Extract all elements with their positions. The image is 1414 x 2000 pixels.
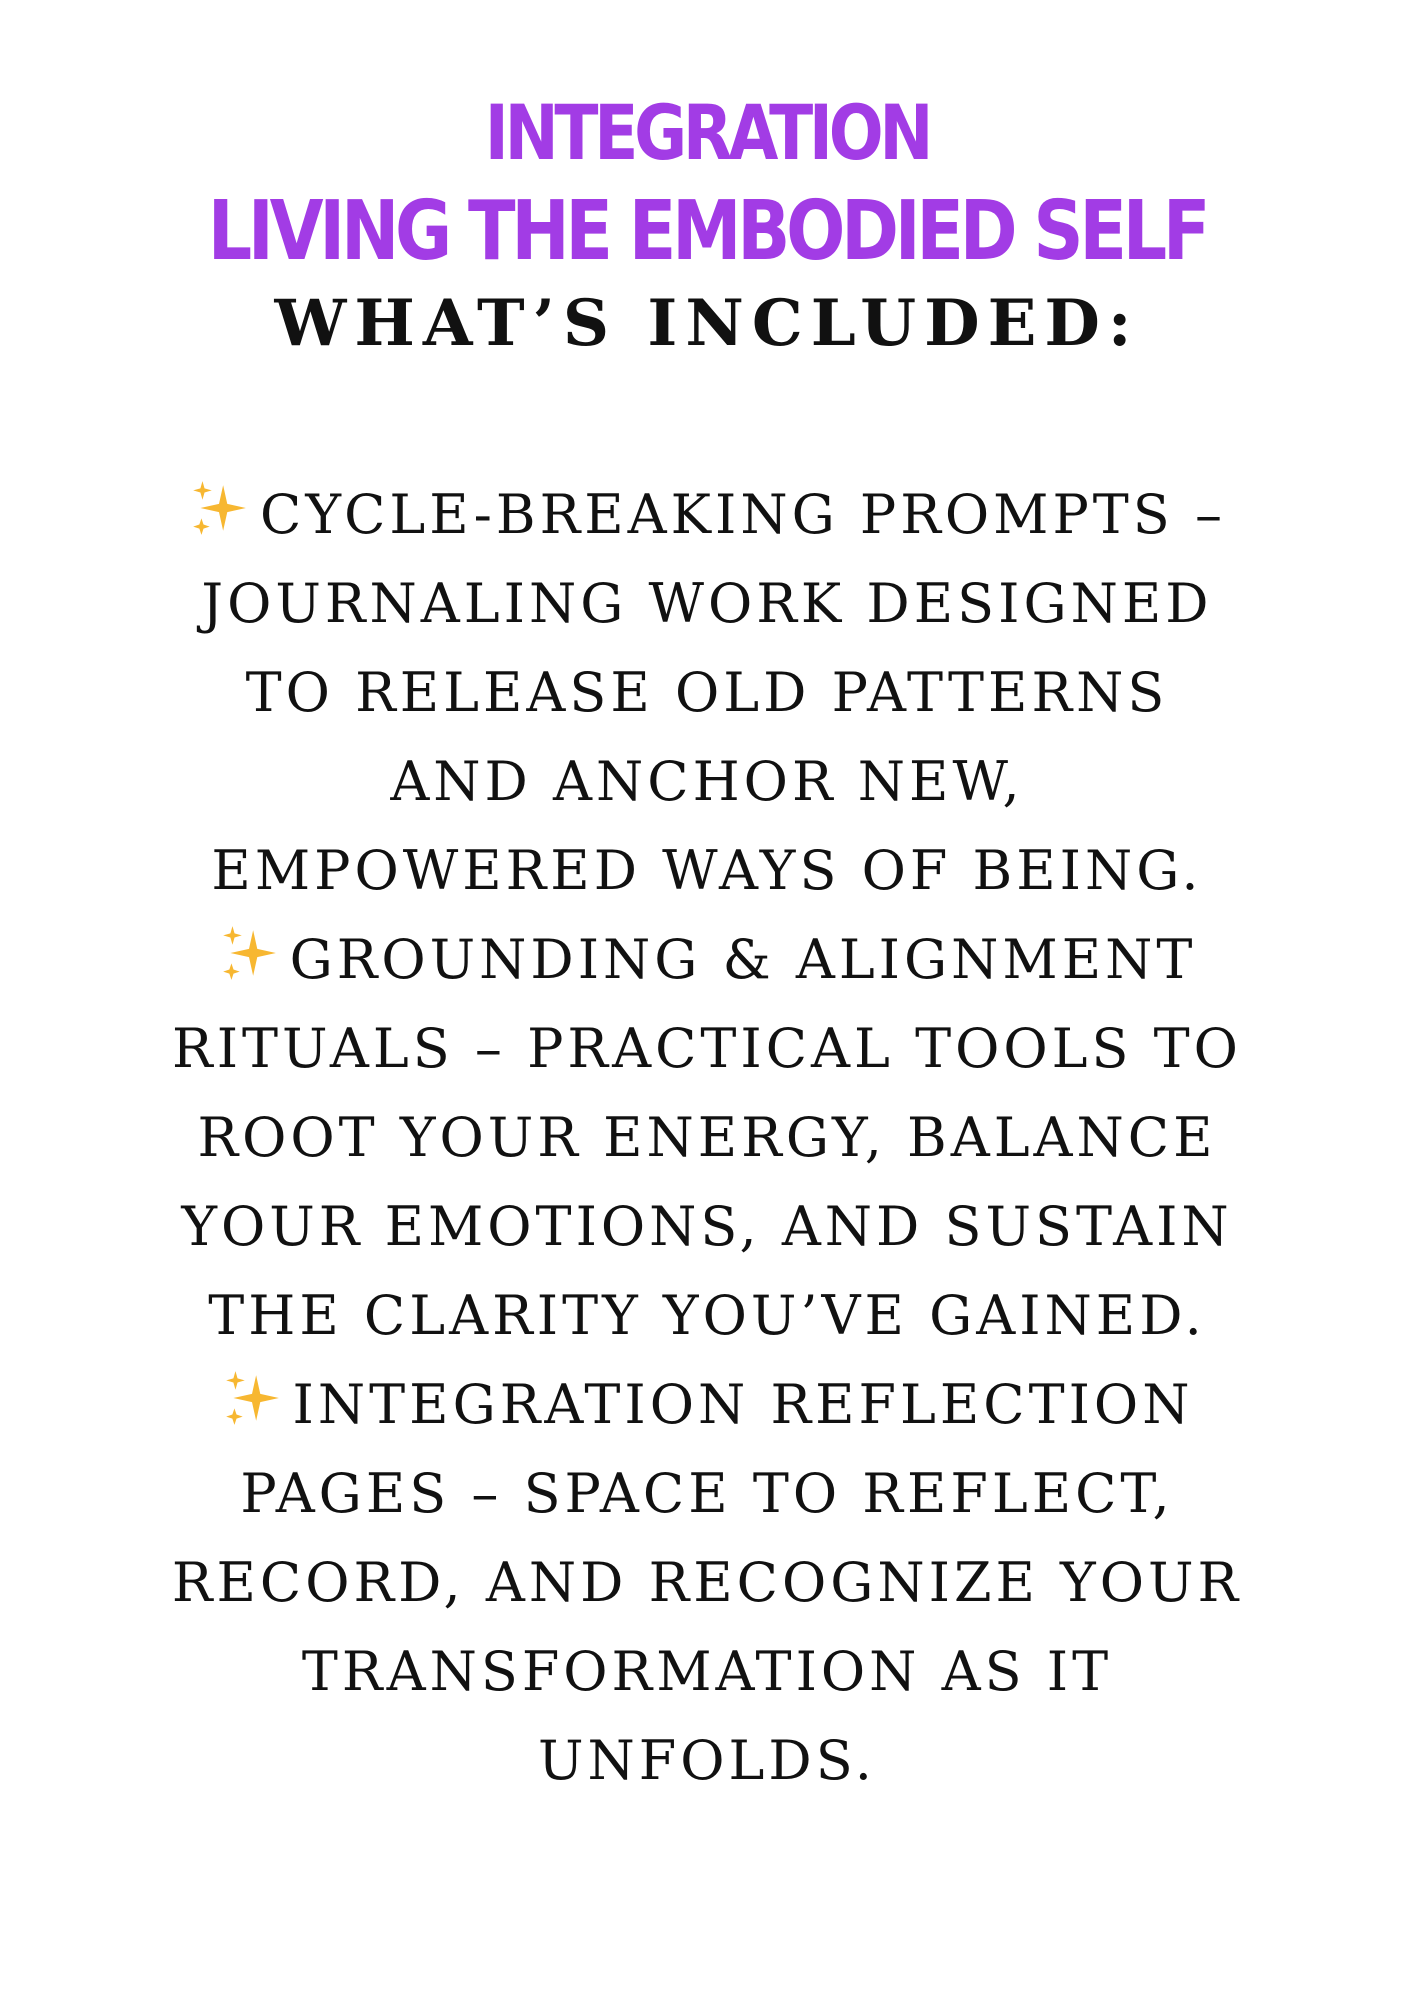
- included-heading: WHAT’S INCLUDED:: [274, 286, 1140, 361]
- sparkles-icon: [221, 1366, 283, 1428]
- list-item: [165, 915, 1249, 1360]
- included-list: [165, 470, 1249, 1805]
- item-text: CYCLE-BREAKING PROMPTS – JOURNALING WORK DESIGNED TO RELEASE OLD PATTERNS AND ANCHOR NEW, EMPOWERED WAYS OF BEING.: [201, 483, 1226, 902]
- item-text: INTEGRATION REFLECTION PAGES – SPACE TO REFLECT, RECORD, AND RECOGNIZE YOUR TRANSFORMATION AS IT UNFOLDS.: [171, 1373, 1243, 1792]
- list-item: [165, 470, 1249, 915]
- title-line-1: INTEGRATION: [484, 88, 930, 177]
- item-text: GROUNDING & ALIGNMENT RITUALS – PRACTICAL TOOLS TO ROOT YOUR ENERGY, BALANCE YOUR EMOTIONS, AND SUSTAIN THE CLARITY YOU’VE GAINED.: [172, 928, 1242, 1347]
- sparkles-icon: [188, 476, 250, 538]
- title-line-2: LIVING THE EMBODIED SELF: [207, 184, 1207, 279]
- list-item: [165, 1360, 1249, 1805]
- sparkles-icon: [218, 921, 280, 983]
